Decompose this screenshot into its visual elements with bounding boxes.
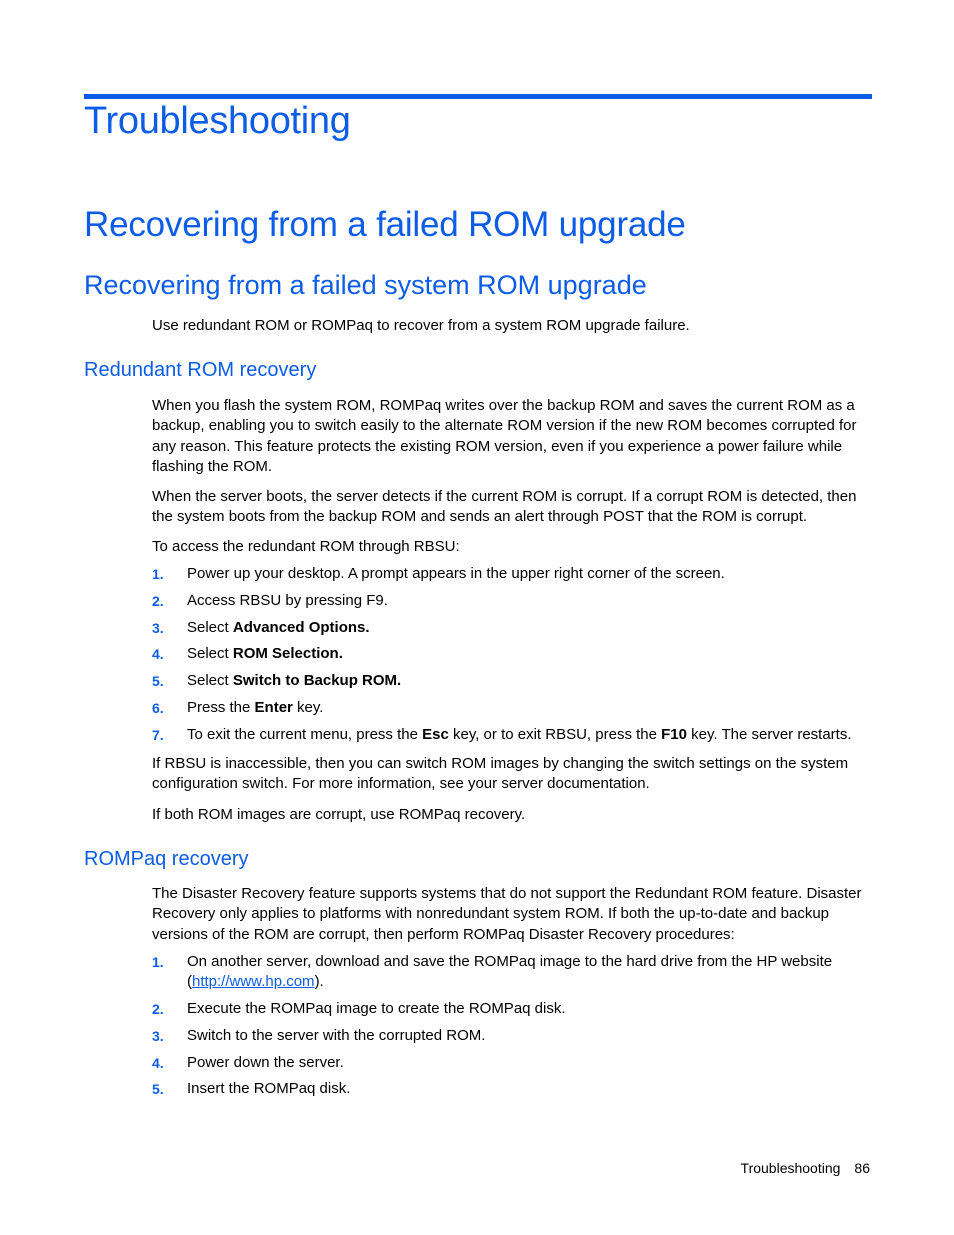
step-number: 1. <box>152 566 164 582</box>
footer-label: Troubleshooting <box>740 1160 841 1176</box>
redundant-para-5: If both ROM images are corrupt, use ROMPaq recovery. <box>152 806 526 823</box>
redundant-para-1: When you flash the system ROM, ROMPaq writes over the backup ROM and saves the current ROM as a backup, enabling you to switch easily to the alternate ROM version if the new ROM becomes corrupted for any reason. This feature protects the existing ROM version, even if you experience a power failure while flashing the ROM. <box>152 397 857 476</box>
step-number: 6. <box>152 700 164 716</box>
step-text: Power up your desktop. A prompt appears in the upper right corner of the screen. <box>187 565 725 582</box>
rompaq-para-1: The Disaster Recovery feature supports systems that do not support the Redundant ROM feature. Disaster Recovery only applies to platforms with nonredundant system ROM. If both the up-to-date and backup versions of the ROM are corrupt, then perform ROMPaq Disaster Recovery procedures: <box>152 885 862 943</box>
list-item <box>152 999 872 1019</box>
section-title: Recovering from a failed ROM upgrade <box>84 205 686 244</box>
step-text: To exit the current menu, press the Esc key, or to exit RBSU, press the F10 key. The server restarts. <box>187 726 852 743</box>
step-number: 3. <box>152 620 164 636</box>
step-text: On another server, download and save the ROMPaq image to the hard drive from the HP website (http://www.hp.com). <box>187 953 833 991</box>
rompaq-heading: ROMPaq recovery <box>84 848 249 870</box>
step-text: Access RBSU by pressing F9. <box>187 592 388 609</box>
redundant-para-4: If RBSU is inaccessible, then you can switch ROM images by changing the switch settings on the system configuration switch. For more information, see your server documentation. <box>152 755 849 793</box>
step-text: Select Switch to Backup ROM. <box>187 672 402 689</box>
step-text: Press the Enter key. <box>187 699 324 716</box>
chapter-title: Troubleshooting <box>84 100 351 142</box>
step-text: Execute the ROMPaq image to create the ROMPaq disk. <box>187 1000 566 1017</box>
step-text: Select Advanced Options. <box>187 619 370 636</box>
step-number: 1. <box>152 954 164 970</box>
page-number: 86 <box>854 1160 870 1176</box>
step-number: 2. <box>152 593 164 609</box>
redundant-para-3: To access the redundant ROM through RBSU: <box>152 538 460 555</box>
subsection-intro: Use redundant ROM or ROMPaq to recover from a system ROM upgrade failure. <box>152 317 690 334</box>
step-number: 3. <box>152 1028 164 1044</box>
chapter-rule <box>84 94 872 99</box>
list-item <box>152 698 872 718</box>
page-footer <box>741 1160 870 1176</box>
redundant-para-2: When the server boots, the server detects if the current ROM is corrupt. If a corrupt ROM is detected, then the system boots from the backup ROM and sends an alert through POST that the ROM is corrupt. <box>152 488 857 526</box>
step-text: Select ROM Selection. <box>187 645 343 662</box>
hp-website-link[interactable]: http://www.hp.com <box>192 973 315 991</box>
list-item <box>152 1026 872 1046</box>
subsection-title: Recovering from a failed system ROM upgrade <box>84 270 647 300</box>
step-number: 4. <box>152 646 164 662</box>
list-item <box>152 725 872 745</box>
step-number: 2. <box>152 1001 164 1017</box>
list-item <box>152 564 872 584</box>
step-text: Switch to the server with the corrupted ROM. <box>187 1027 486 1044</box>
list-item <box>152 591 872 611</box>
step-text: Power down the server. <box>187 1054 344 1071</box>
list-item <box>152 644 872 664</box>
list-item <box>152 1079 872 1099</box>
list-item <box>152 618 872 638</box>
list-item <box>152 671 872 691</box>
step-number: 5. <box>152 673 164 689</box>
list-item <box>152 952 872 993</box>
step-number: 7. <box>152 727 164 743</box>
step-number: 5. <box>152 1081 164 1097</box>
step-number: 4. <box>152 1055 164 1071</box>
list-item <box>152 1053 872 1073</box>
redundant-rom-heading: Redundant ROM recovery <box>84 359 317 381</box>
step-text: Insert the ROMPaq disk. <box>187 1080 351 1097</box>
